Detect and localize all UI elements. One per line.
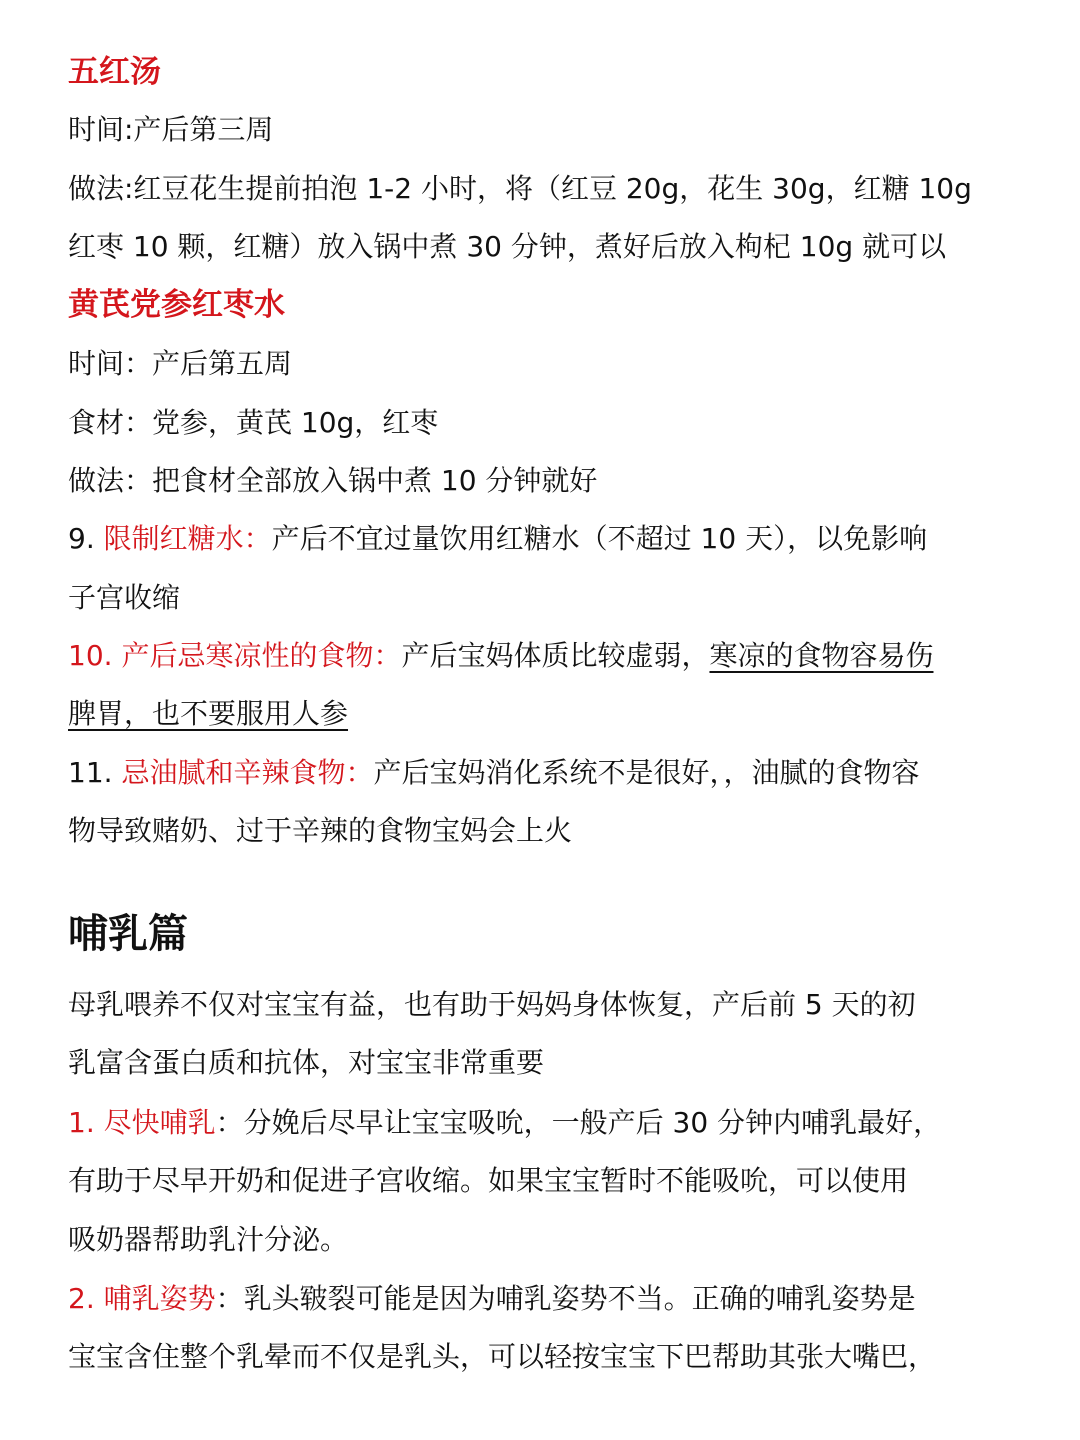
wuhong-method-line-1: 做法:红豆花生提前拍泡 1-2 小时，将（红豆 20g，花生 30g，红糖 10g [68,172,972,205]
item-11-line-1 [68,753,1012,793]
b2-title: 哺乳姿势 [103,1282,216,1315]
item-11-text: 产后宝妈消化系统不是很好，，油腻的食物容 [373,756,920,789]
huangqi-time: 时间：产后第五周 [68,347,293,380]
wuhong-method-line-2: 红枣 10 颗，红糖）放入锅中煮 30 分钟，煮好后放入枸杞 10g 就可以 [68,230,947,263]
b2-line-2: 宝宝含住整个乳晕而不仅是乳头，可以轻按宝宝下巴帮助其张大嘴巴， [68,1340,937,1373]
b1-line-1 [68,1103,1012,1143]
item-10-underlined-text: 寒凉的食物容易伤 [709,639,934,672]
item-11-line-2: 物导致赌奶、过于辛辣的食物宝妈会上火 [68,814,573,847]
wuhong-time: 时间:产后第三周 [68,113,274,146]
b1-number: 1. [68,1106,104,1139]
item-10-line-2 [68,694,1012,734]
item-10-number: 10. [68,639,122,672]
huangqi-title: 黄芪党参红枣水 [68,287,285,323]
item-9-line-2: 子宫收缩 [68,581,181,614]
item-10-line-1 [68,636,1012,676]
b1-title: 尽快哺乳 [103,1106,216,1139]
item-9-line-1 [68,519,1012,559]
b1-line-3: 吸奶器帮助乳汁分泌。 [68,1223,349,1256]
section-intro-line-2: 乳富含蛋白质和抗体，对宝宝非常重要 [68,1046,545,1079]
b2-number: 2. [68,1282,104,1315]
item-11-number: 11. [68,756,122,789]
item-10-underlined-text-2: 脾胃，也不要服用人参 [68,697,349,730]
item-9-number: 9. [68,522,104,555]
section-intro-line-1: 母乳喂养不仅对宝宝有益，也有助于妈妈身体恢复，产后前 5 天的初 [68,988,916,1021]
wuhong-title: 五红汤 [68,54,161,90]
item-10-text: 产后宝妈体质比较虚弱， [401,639,710,672]
b1-text: ：分娩后尽早让宝宝吸吮，一般产后 30 分钟内哺乳最好， [215,1106,942,1139]
section-heading: 哺乳篇 [68,911,188,957]
b1-line-2: 有助于尽早开奶和促进子宫收缩。如果宝宝暂时不能吸吮，可以使用 [68,1164,909,1197]
huangqi-method: 做法：把食材全部放入锅中煮 10 分钟就好 [68,464,598,497]
item-9-title: 限制红糖水： [103,522,272,555]
b2-line-1 [68,1279,1012,1319]
item-10-title: 产后忌寒凉性的食物： [121,639,402,672]
b2-text: ：乳头皲裂可能是因为哺乳姿势不当。正确的哺乳姿势是 [215,1282,916,1315]
item-9-text: 产后不宜过量饮用红糖水（不超过 10 天），以免影响 [271,522,928,555]
item-11-title: 忌油腻和辛辣食物： [121,756,374,789]
huangqi-ingredients: 食材：党参，黄芪 10g，红枣 [68,406,439,439]
